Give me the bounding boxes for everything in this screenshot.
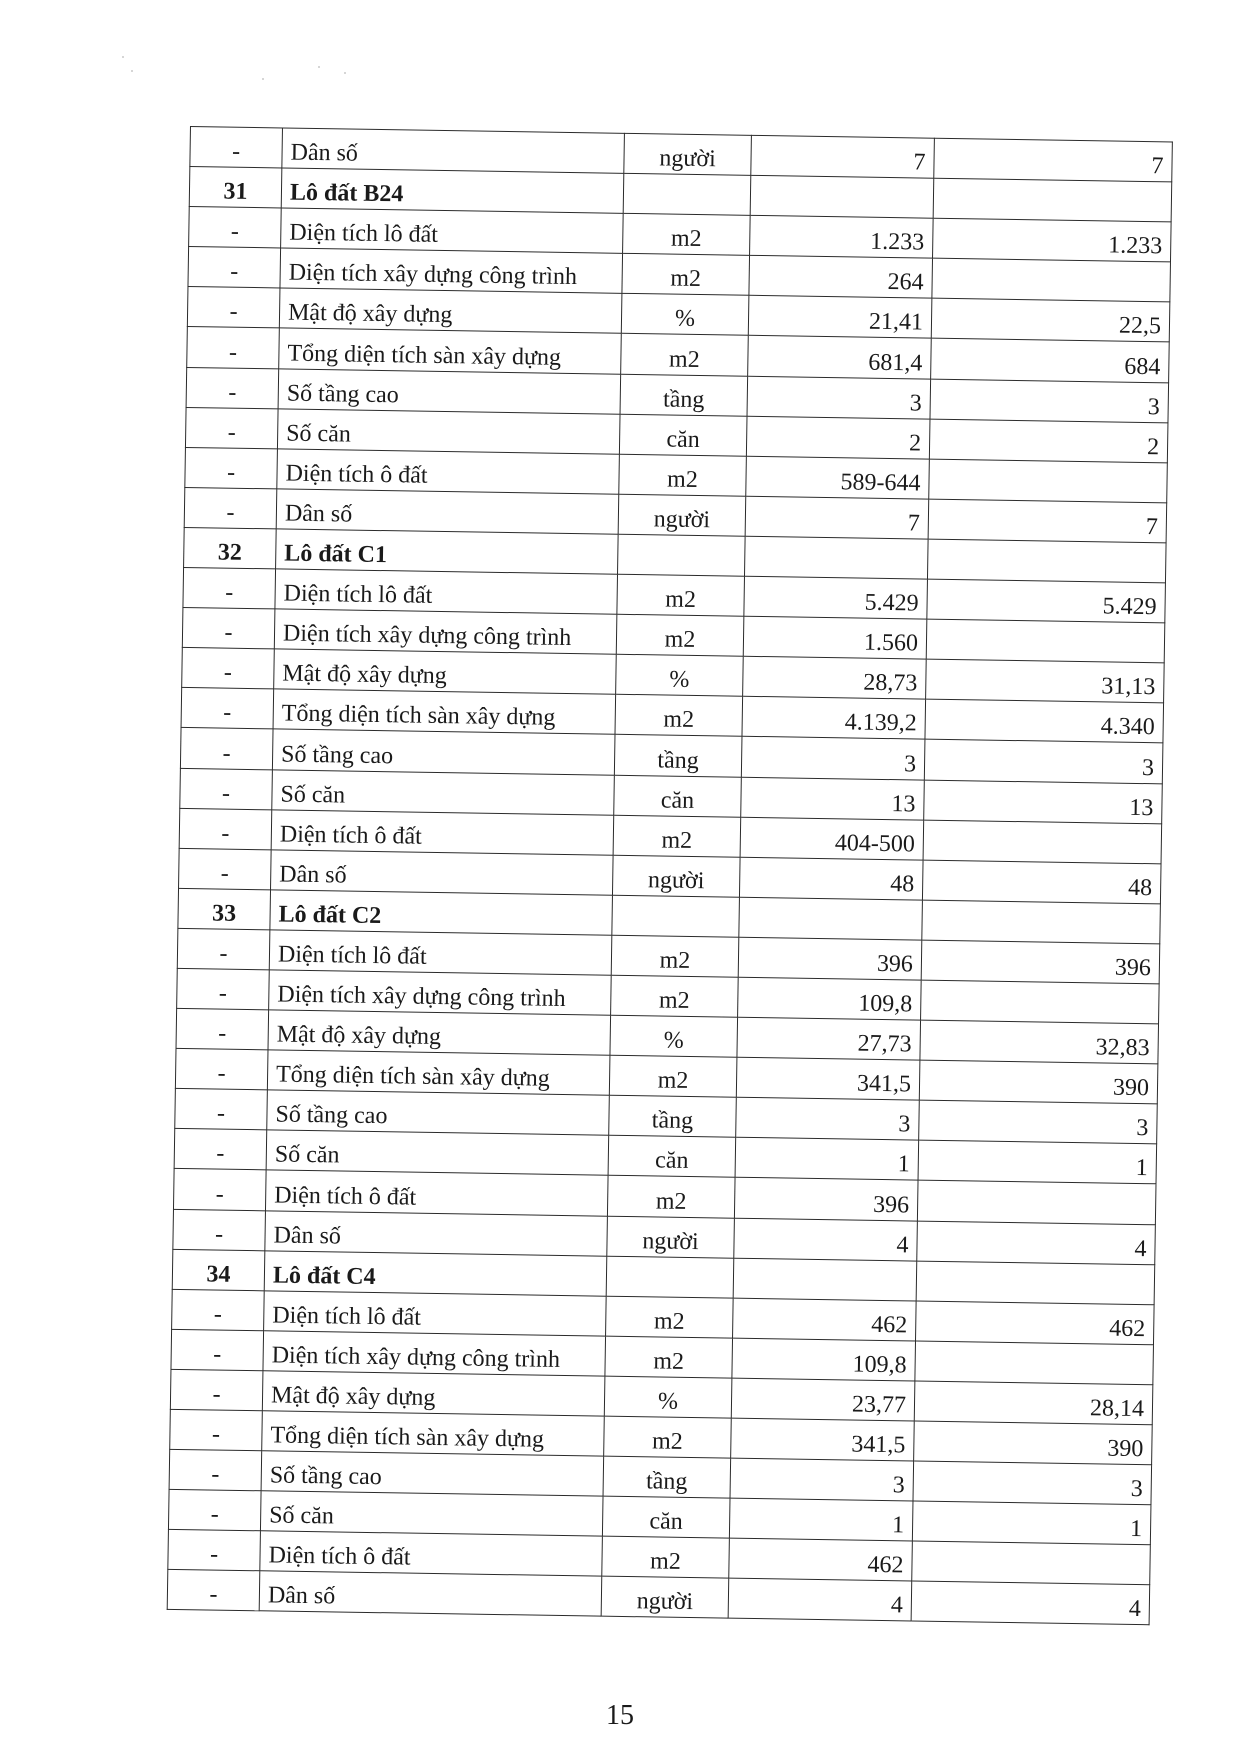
row-value-approved: 48 [739,857,923,900]
row-unit [623,173,751,215]
row-value-adjusted: 2 [929,419,1168,463]
row-unit: người [624,133,752,175]
row-value-adjusted: 48 [922,860,1161,904]
row-index: - [175,1049,268,1091]
row-label: Mật độ xây dựng [268,1010,611,1055]
row-label: Tổng diện tích sàn xây dựng [279,328,622,373]
row-unit: m2 [623,214,751,256]
lot-spec-table [167,126,1173,1626]
row-value-adjusted: 390 [914,1421,1153,1465]
row-value-adjusted: 3 [930,379,1169,423]
row-value-approved: 5.429 [744,576,928,619]
row-label: Dân số [265,1210,608,1255]
row-unit: căn [619,414,747,456]
row-index: 32 [184,527,277,569]
row-label: Số căn [272,769,615,814]
row-index: - [180,768,273,810]
row-unit: m2 [605,1336,733,1378]
row-index: - [170,1409,263,1451]
row-label: Số tầng cao [267,1090,610,1135]
row-value-adjusted: 1 [918,1140,1157,1184]
row-index: - [171,1329,264,1371]
row-unit: m2 [621,334,749,376]
row-index: - [187,327,280,369]
row-index: - [188,247,281,289]
row-value-approved: 341,5 [736,1057,920,1100]
row-value-adjusted [922,900,1161,944]
row-unit [618,534,746,576]
row-unit: m2 [604,1416,732,1458]
row-index: - [167,1570,260,1612]
row-index: - [179,848,272,890]
row-index: 34 [172,1249,265,1291]
row-unit: m2 [611,935,739,977]
row-unit: căn [614,775,742,817]
row-value-adjusted: 7 [934,138,1173,182]
row-label: Diện tích ô đất [271,809,614,854]
row-index: - [176,1008,269,1050]
row-value-approved [744,536,928,579]
row-unit: m2 [622,254,750,296]
row-value-approved: 4.139,2 [742,697,926,740]
row-label: Diện tích xây dựng công trình [280,248,623,293]
row-unit: người [601,1577,729,1619]
row-index: - [185,407,278,449]
scan-speck [318,66,320,68]
row-value-adjusted [926,619,1165,663]
row-index: - [189,207,282,249]
row-label: Lô đất C2 [270,890,613,935]
row-label: Lô đất B24 [281,168,624,213]
scan-speck [262,78,264,80]
row-index: - [175,1089,268,1131]
row-value-adjusted [916,1261,1155,1305]
row-index: - [181,688,274,730]
row-value-adjusted: 684 [931,339,1170,383]
row-index: - [172,1289,265,1331]
row-index: - [182,608,275,650]
row-label: Diện tích ô đất [277,449,620,494]
row-index: - [169,1449,262,1491]
row-index: - [184,487,277,529]
row-unit: % [616,654,744,696]
row-unit: tầng [603,1456,731,1498]
row-unit: m2 [607,1176,735,1218]
row-value-adjusted: 396 [921,940,1160,984]
row-value-adjusted [933,178,1172,222]
row-value-approved: 109,8 [738,977,922,1020]
row-index: - [168,1530,261,1572]
row-unit: % [604,1376,732,1418]
row-unit: m2 [611,975,739,1017]
row-label: Diện tích ô đất [260,1531,603,1576]
row-unit: m2 [606,1296,734,1338]
row-value-adjusted: 3 [913,1461,1152,1505]
row-value-approved: 396 [734,1178,918,1221]
row-unit: % [610,1015,738,1057]
row-value-approved: 341,5 [731,1418,915,1461]
row-value-approved: 28,73 [743,656,927,699]
row-index: - [185,447,278,489]
row-label: Diện tích xây dựng công trình [263,1331,606,1376]
row-value-adjusted [915,1341,1154,1385]
row-index: 33 [178,888,271,930]
row-value-approved: 27,73 [737,1017,921,1060]
row-label: Tổng diện tích sàn xây dựng [262,1411,605,1456]
row-value-approved: 462 [729,1538,913,1581]
row-unit: tầng [609,1095,737,1137]
page-number: 15 [606,1700,634,1731]
row-index: - [183,567,276,609]
row-label: Diện tích lô đất [275,569,618,614]
row-value-adjusted: 4 [911,1581,1150,1625]
row-unit: căn [602,1496,730,1538]
row-value-adjusted: 390 [919,1060,1158,1104]
row-value-approved: 1.233 [750,215,934,258]
row-value-approved: 589-644 [746,456,930,499]
row-index: 31 [189,167,282,209]
row-index: - [180,728,273,770]
row-label: Diện tích xây dựng công trình [274,609,617,654]
row-value-approved [733,1258,917,1301]
row-value-approved: 1.560 [743,616,927,659]
row-unit: căn [608,1136,736,1178]
row-value-approved: 3 [736,1097,920,1140]
row-index: - [179,808,272,850]
lot-spec-table-body [167,127,1172,1626]
row-value-approved: 3 [741,737,925,780]
row-value-adjusted: 22,5 [931,299,1170,343]
row-label: Tổng diện tích sàn xây dựng [267,1050,610,1095]
row-index: - [177,928,270,970]
row-index: - [173,1169,266,1211]
row-unit: m2 [613,815,741,857]
row-label: Lô đất C4 [264,1250,607,1295]
row-value-adjusted: 13 [924,780,1163,824]
row-value-approved: 681,4 [748,336,932,379]
row-unit: người [607,1216,735,1258]
row-value-adjusted [932,258,1171,302]
row-value-adjusted [929,459,1168,503]
row-value-approved: 13 [741,777,925,820]
row-value-approved: 2 [746,416,930,459]
row-value-approved: 21,41 [748,296,932,339]
row-label: Dân số [276,489,619,534]
row-index: - [173,1209,266,1251]
row-label: Tổng diện tích sàn xây dựng [273,689,616,734]
row-value-adjusted: 3 [919,1100,1158,1144]
row-label: Số căn [266,1130,609,1175]
row-unit: người [612,855,740,897]
row-label: Diện tích lô đất [264,1291,607,1336]
row-label: Mật độ xây dựng [279,288,622,333]
row-value-adjusted: 3 [924,740,1163,784]
row-value-adjusted: 4 [917,1221,1156,1265]
row-label: Lô đất C1 [276,529,619,574]
row-unit [612,895,740,937]
row-value-adjusted: 32,83 [920,1020,1159,1064]
row-value-approved [750,175,934,218]
row-label: Mật độ xây dựng [262,1371,605,1416]
row-value-approved: 23,77 [731,1378,915,1421]
row-value-adjusted: 1.233 [933,218,1172,262]
row-value-approved: 109,8 [732,1338,916,1381]
row-index: - [168,1490,261,1532]
row-value-adjusted [917,1181,1156,1225]
row-label: Dân số [259,1571,602,1616]
row-index: - [177,968,270,1010]
row-value-approved: 4 [728,1579,912,1622]
row-label: Diện tích xây dựng công trình [269,970,612,1015]
row-unit: m2 [615,695,743,737]
row-value-approved: 3 [730,1458,914,1501]
row-value-adjusted [923,820,1162,864]
row-unit: m2 [609,1055,737,1097]
row-unit: m2 [602,1536,730,1578]
row-label: Mật độ xây dựng [274,649,617,694]
scan-speck [122,56,124,58]
row-value-approved: 3 [747,376,931,419]
row-unit: tầng [620,374,748,416]
row-value-approved: 4 [734,1218,918,1261]
row-index: - [190,127,283,169]
row-label: Số tầng cao [272,729,615,774]
row-value-adjusted: 5.429 [927,579,1166,623]
row-value-approved: 264 [749,256,933,299]
row-unit: % [621,294,749,336]
row-value-adjusted: 7 [928,499,1167,543]
row-index: - [186,367,279,409]
row-value-adjusted [921,980,1160,1024]
row-label: Số tầng cao [278,368,621,413]
row-value-adjusted: 1 [912,1501,1151,1545]
row-label: Dân số [271,850,614,895]
row-label: Số tầng cao [261,1451,604,1496]
row-value-adjusted: 4.340 [925,699,1164,743]
row-index: - [174,1129,267,1171]
row-unit: m2 [617,574,745,616]
row-value-approved: 462 [733,1298,917,1341]
row-value-approved: 1 [735,1138,919,1181]
row-value-approved: 396 [738,937,922,980]
row-unit: m2 [616,614,744,656]
row-value-approved: 7 [745,496,929,539]
scan-speck [131,70,133,72]
row-value-adjusted [912,1541,1151,1585]
row-value-adjusted: 462 [916,1301,1155,1345]
row-value-adjusted: 28,14 [914,1381,1153,1425]
row-index: - [187,287,280,329]
row-value-approved [739,897,923,940]
row-label: Diện tích ô đất [265,1170,608,1215]
row-unit [606,1256,734,1298]
row-value-adjusted [927,539,1166,583]
row-index: - [170,1369,263,1411]
scan-speck [344,72,346,74]
row-unit: tầng [614,735,742,777]
row-value-approved: 1 [729,1498,913,1541]
row-label: Diện tích lô đất [269,930,612,975]
row-label: Số căn [260,1491,603,1536]
row-label: Dân số [282,128,625,173]
row-index: - [182,648,275,690]
row-value-approved: 404-500 [740,817,924,860]
row-value-approved: 7 [751,135,935,178]
row-unit: người [618,494,746,536]
row-label: Số căn [277,409,620,454]
row-label: Diện tích lô đất [281,208,624,253]
row-unit: m2 [619,454,747,496]
row-value-adjusted: 31,13 [926,659,1165,703]
